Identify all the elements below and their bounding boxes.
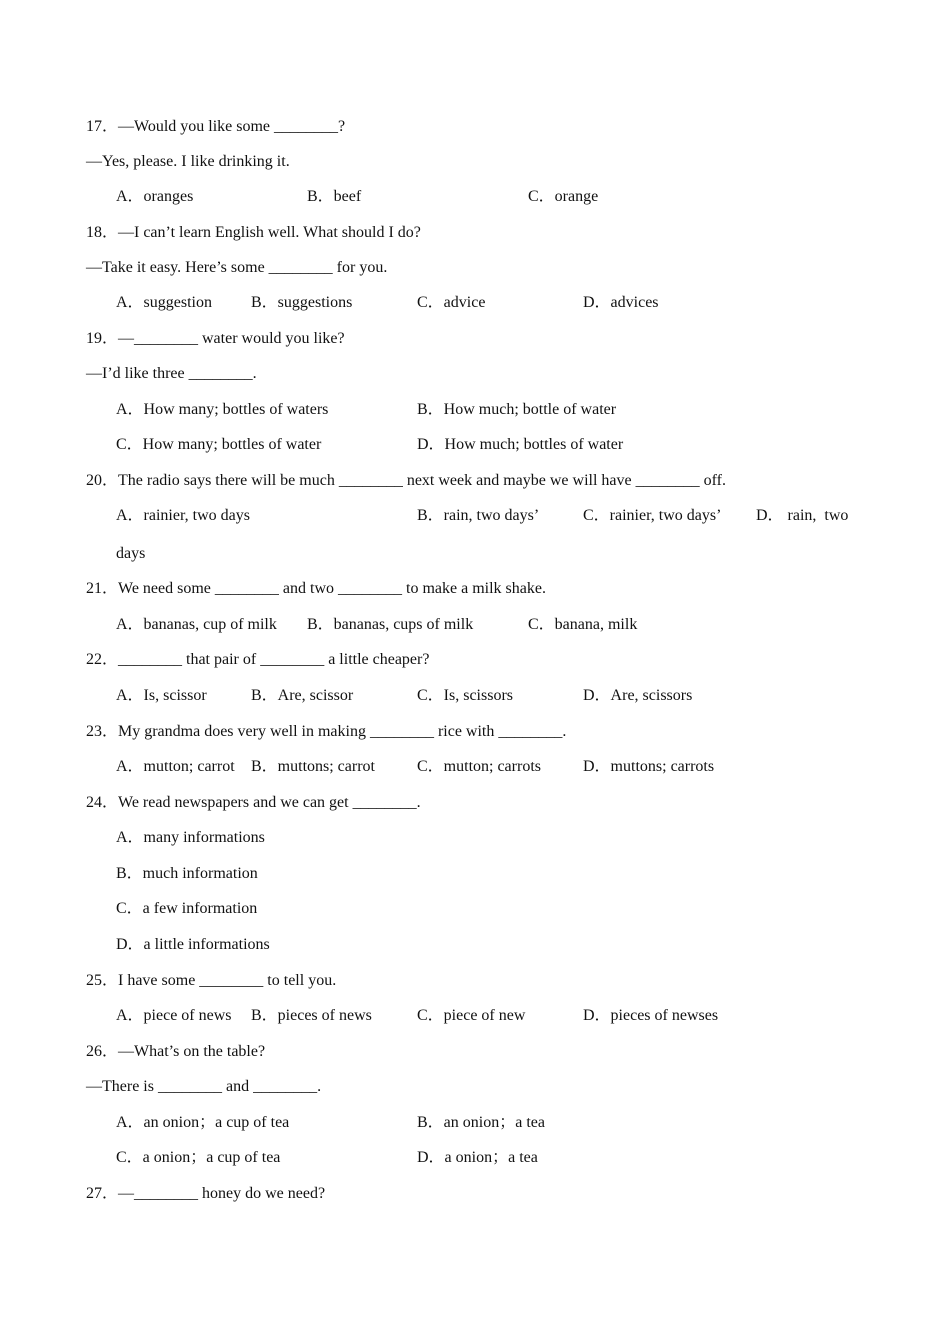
question-23-stem: 23．My grandma does very well in making ________ rice with ________. (86, 723, 567, 740)
question-23-option-d: D．muttons; carrots (583, 758, 715, 775)
question-21-option-a: A．bananas, cup of milk (116, 616, 277, 633)
question-19-reply: —I’d like three ________. (86, 365, 257, 382)
question-24-stem: 24．We read newspapers and we can get ________. (86, 794, 421, 811)
question-26-stem: 26．—What’s on the table? (86, 1043, 266, 1060)
question-18-option-c: C．advice (417, 294, 486, 311)
question-26-option-d: D．a onion；a tea (417, 1149, 538, 1166)
question-25-option-c: C．piece of new (417, 1007, 526, 1024)
question-19-option-a: A．How many; bottles of waters (116, 401, 329, 418)
question-23-option-a: A．mutton; carrot (116, 758, 235, 775)
question-17-option-c: C．orange (528, 188, 599, 205)
question-25-stem: 25．I have some ________ to tell you. (86, 972, 337, 989)
question-22-option-d: D．Are, scissors (583, 687, 693, 704)
question-17-stem: 17．—Would you like some ________? (86, 118, 346, 135)
question-20-option-b: B．rain, two days’ (417, 507, 540, 524)
question-22-option-b: B．Are, scissor (251, 687, 354, 704)
question-20-option-d: D． rain, two (756, 507, 849, 524)
question-18-option-a: A．suggestion (116, 294, 213, 311)
question-17-reply: —Yes, please. I like drinking it. (86, 153, 290, 170)
question-18-reply: —Take it easy. Here’s some ________ for you. (86, 259, 388, 276)
question-22-option-c: C．Is, scissors (417, 687, 514, 704)
question-26-option-c: C．a onion；a cup of tea (116, 1149, 281, 1166)
question-26-reply: —There is ________ and ________. (86, 1078, 322, 1095)
question-18-stem: 18．—I can’t learn English well. What should I do? (86, 224, 421, 241)
question-25-option-b: B．pieces of news (251, 1007, 372, 1024)
question-20-stem: 20．The radio says there will be much ________ next week and maybe we will have ________ off. (86, 472, 726, 489)
question-25-option-d: D．pieces of newses (583, 1007, 719, 1024)
question-26-option-b: B．an onion；a tea (417, 1114, 545, 1131)
question-18-option-b: B．suggestions (251, 294, 353, 311)
question-21-stem: 21．We need some ________ and two ________ to make a milk shake. (86, 580, 546, 597)
question-21-option-b: B．bananas, cups of milk (307, 616, 474, 633)
question-24-option-c: C．a few information (116, 900, 258, 917)
question-19-option-b: B．How much; bottle of water (417, 401, 617, 418)
question-20-option-a: A．rainier, two days (116, 507, 250, 524)
question-20-option-d-continuation: days (116, 545, 146, 562)
question-19-stem: 19．—________ water would you like? (86, 330, 345, 347)
question-27-stem: 27．—________ honey do we need? (86, 1185, 326, 1202)
question-24-option-d: D．a little informations (116, 936, 270, 953)
question-17-option-b: B．beef (307, 188, 362, 205)
question-19-option-d: D．How much; bottles of water (417, 436, 624, 453)
question-23-option-c: C．mutton; carrots (417, 758, 541, 775)
question-20-option-c: C．rainier, two days’ (583, 507, 722, 524)
question-24-option-a: A．many informations (116, 829, 265, 846)
question-22-option-a: A．Is, scissor (116, 687, 207, 704)
question-18-option-d: D．advices (583, 294, 659, 311)
question-22-stem: 22．________ that pair of ________ a little cheaper? (86, 651, 430, 668)
question-24-option-b: B．much information (116, 865, 258, 882)
question-25-option-a: A．piece of news (116, 1007, 232, 1024)
question-19-option-c: C．How many; bottles of water (116, 436, 322, 453)
question-21-option-c: C．banana, milk (528, 616, 638, 633)
question-26-option-a: A．an onion；a cup of tea (116, 1114, 290, 1131)
question-23-option-b: B．muttons; carrot (251, 758, 375, 775)
question-17-option-a: A．oranges (116, 188, 194, 205)
